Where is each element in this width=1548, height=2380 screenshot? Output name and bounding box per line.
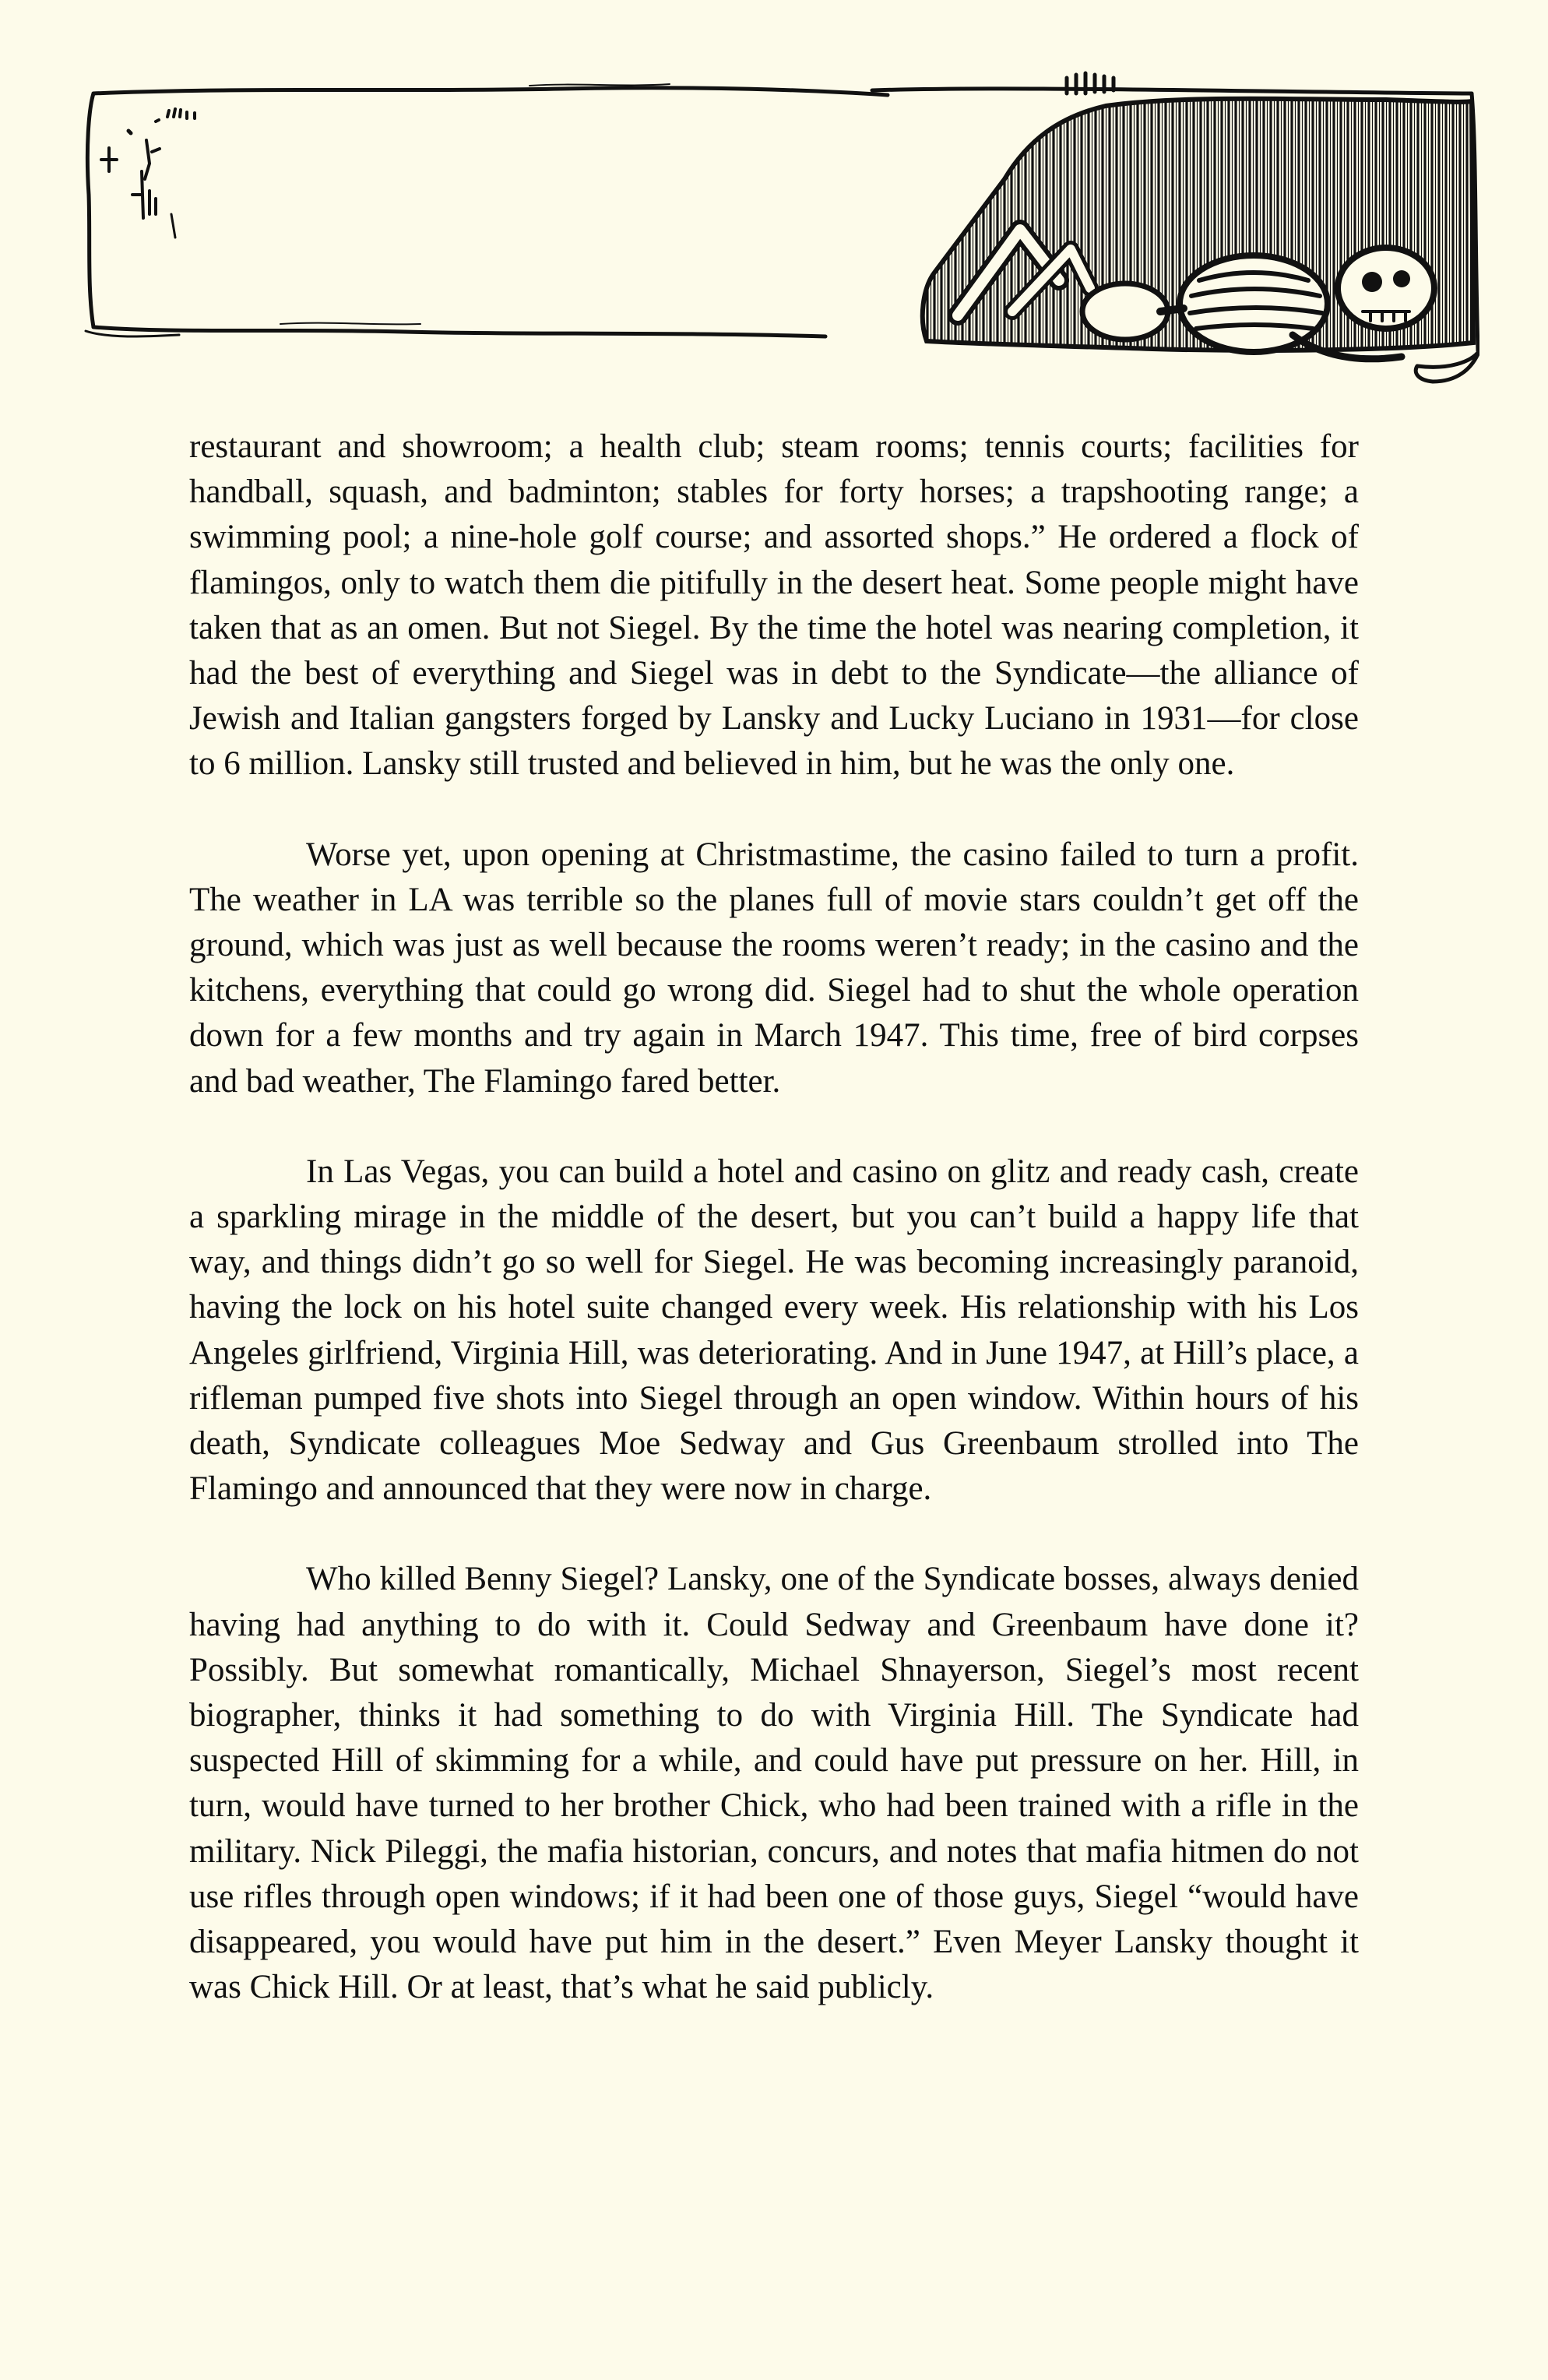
body-text	[189, 424, 1359, 2056]
skeleton-banner-illustration	[78, 55, 1479, 413]
paragraph-1: restaurant and showroom; a health club; steam rooms; tennis courts; facilities for handball, squash, and badminton; stables for forty horses; a trapshooting range; a swimming pool; a nine-hole golf course; and assorted shops.” He ordered a flock of flamingos, only to watch them die pitifully in the desert heat. Some people might have taken that as an omen. But not Siegel. By the time the hotel was nearing completion, it had the best of everything and Siegel was in debt to the Syndicate—the alliance of Jewish and Italian gangsters forged by Lansky and Lucky Luciano in 1931—for close to 6 million. Lansky still trusted and believed in him, but he was the only one.	[189, 428, 1359, 783]
paragraph-3: In Las Vegas, you can build a hotel and casino on glitz and ready cash, create a sparkling mirage in the middle of the desert, but you can’t build a happy life that way, and things didn’t go so well for Siegel. He was becoming increasingly paranoid, having the lock on his hotel suite changed every week. His relationship with his Los Angeles girlfriend, Virginia Hill, was deteriorating. And in June 1947, at Hill’s place, a rifleman pumped five shots into Siegel through an open window. Within hours of his death, Syndicate colleagues Moe Sedway and Gus Greenbaum strolled into The Flamingo and announced that they were now in charge.	[189, 1153, 1359, 1508]
glyph-marks	[101, 109, 195, 238]
paragraph-2: Worse yet, upon opening at Christmastime, the casino failed to turn a profit. The weather in LA was terrible so the planes full of movie stars couldn’t get off the ground, which was just as well because the rooms weren’t ready; in the casino and the kitchens, everything that could go wrong did. Siegel had to shut the whole operation down for a few months and try again in March 1947. This time, free of bird corpses and bad weather, The Flamingo fared better.	[189, 836, 1359, 1100]
paragraph-4: Who killed Benny Siegel? Lansky, one of the Syndicate bosses, always denied having had anything to do with it. Could Sedway and Greenbaum have done it? Possibly. But somewhat romantically, Michael Shnayerson, Siegel’s most recent biographer, thinks it had something to do with Virginia Hill. The Syndicate had suspected Hill of skimming for a while, and could have put pressure on her. Hill, in turn, would have turned to her brother Chick, who had been trained with a rifle in the military. Nick Pileggi, the mafia historian, concurs, and notes that mafia hitmen do not use rifles through open windows; if it had been one of those guys, Siegel “would have disappeared, you would have put him in the desert.” Even Meyer Lansky thought it was Chick Hill. Or at least, that’s what he said publicly.	[189, 1561, 1359, 2006]
